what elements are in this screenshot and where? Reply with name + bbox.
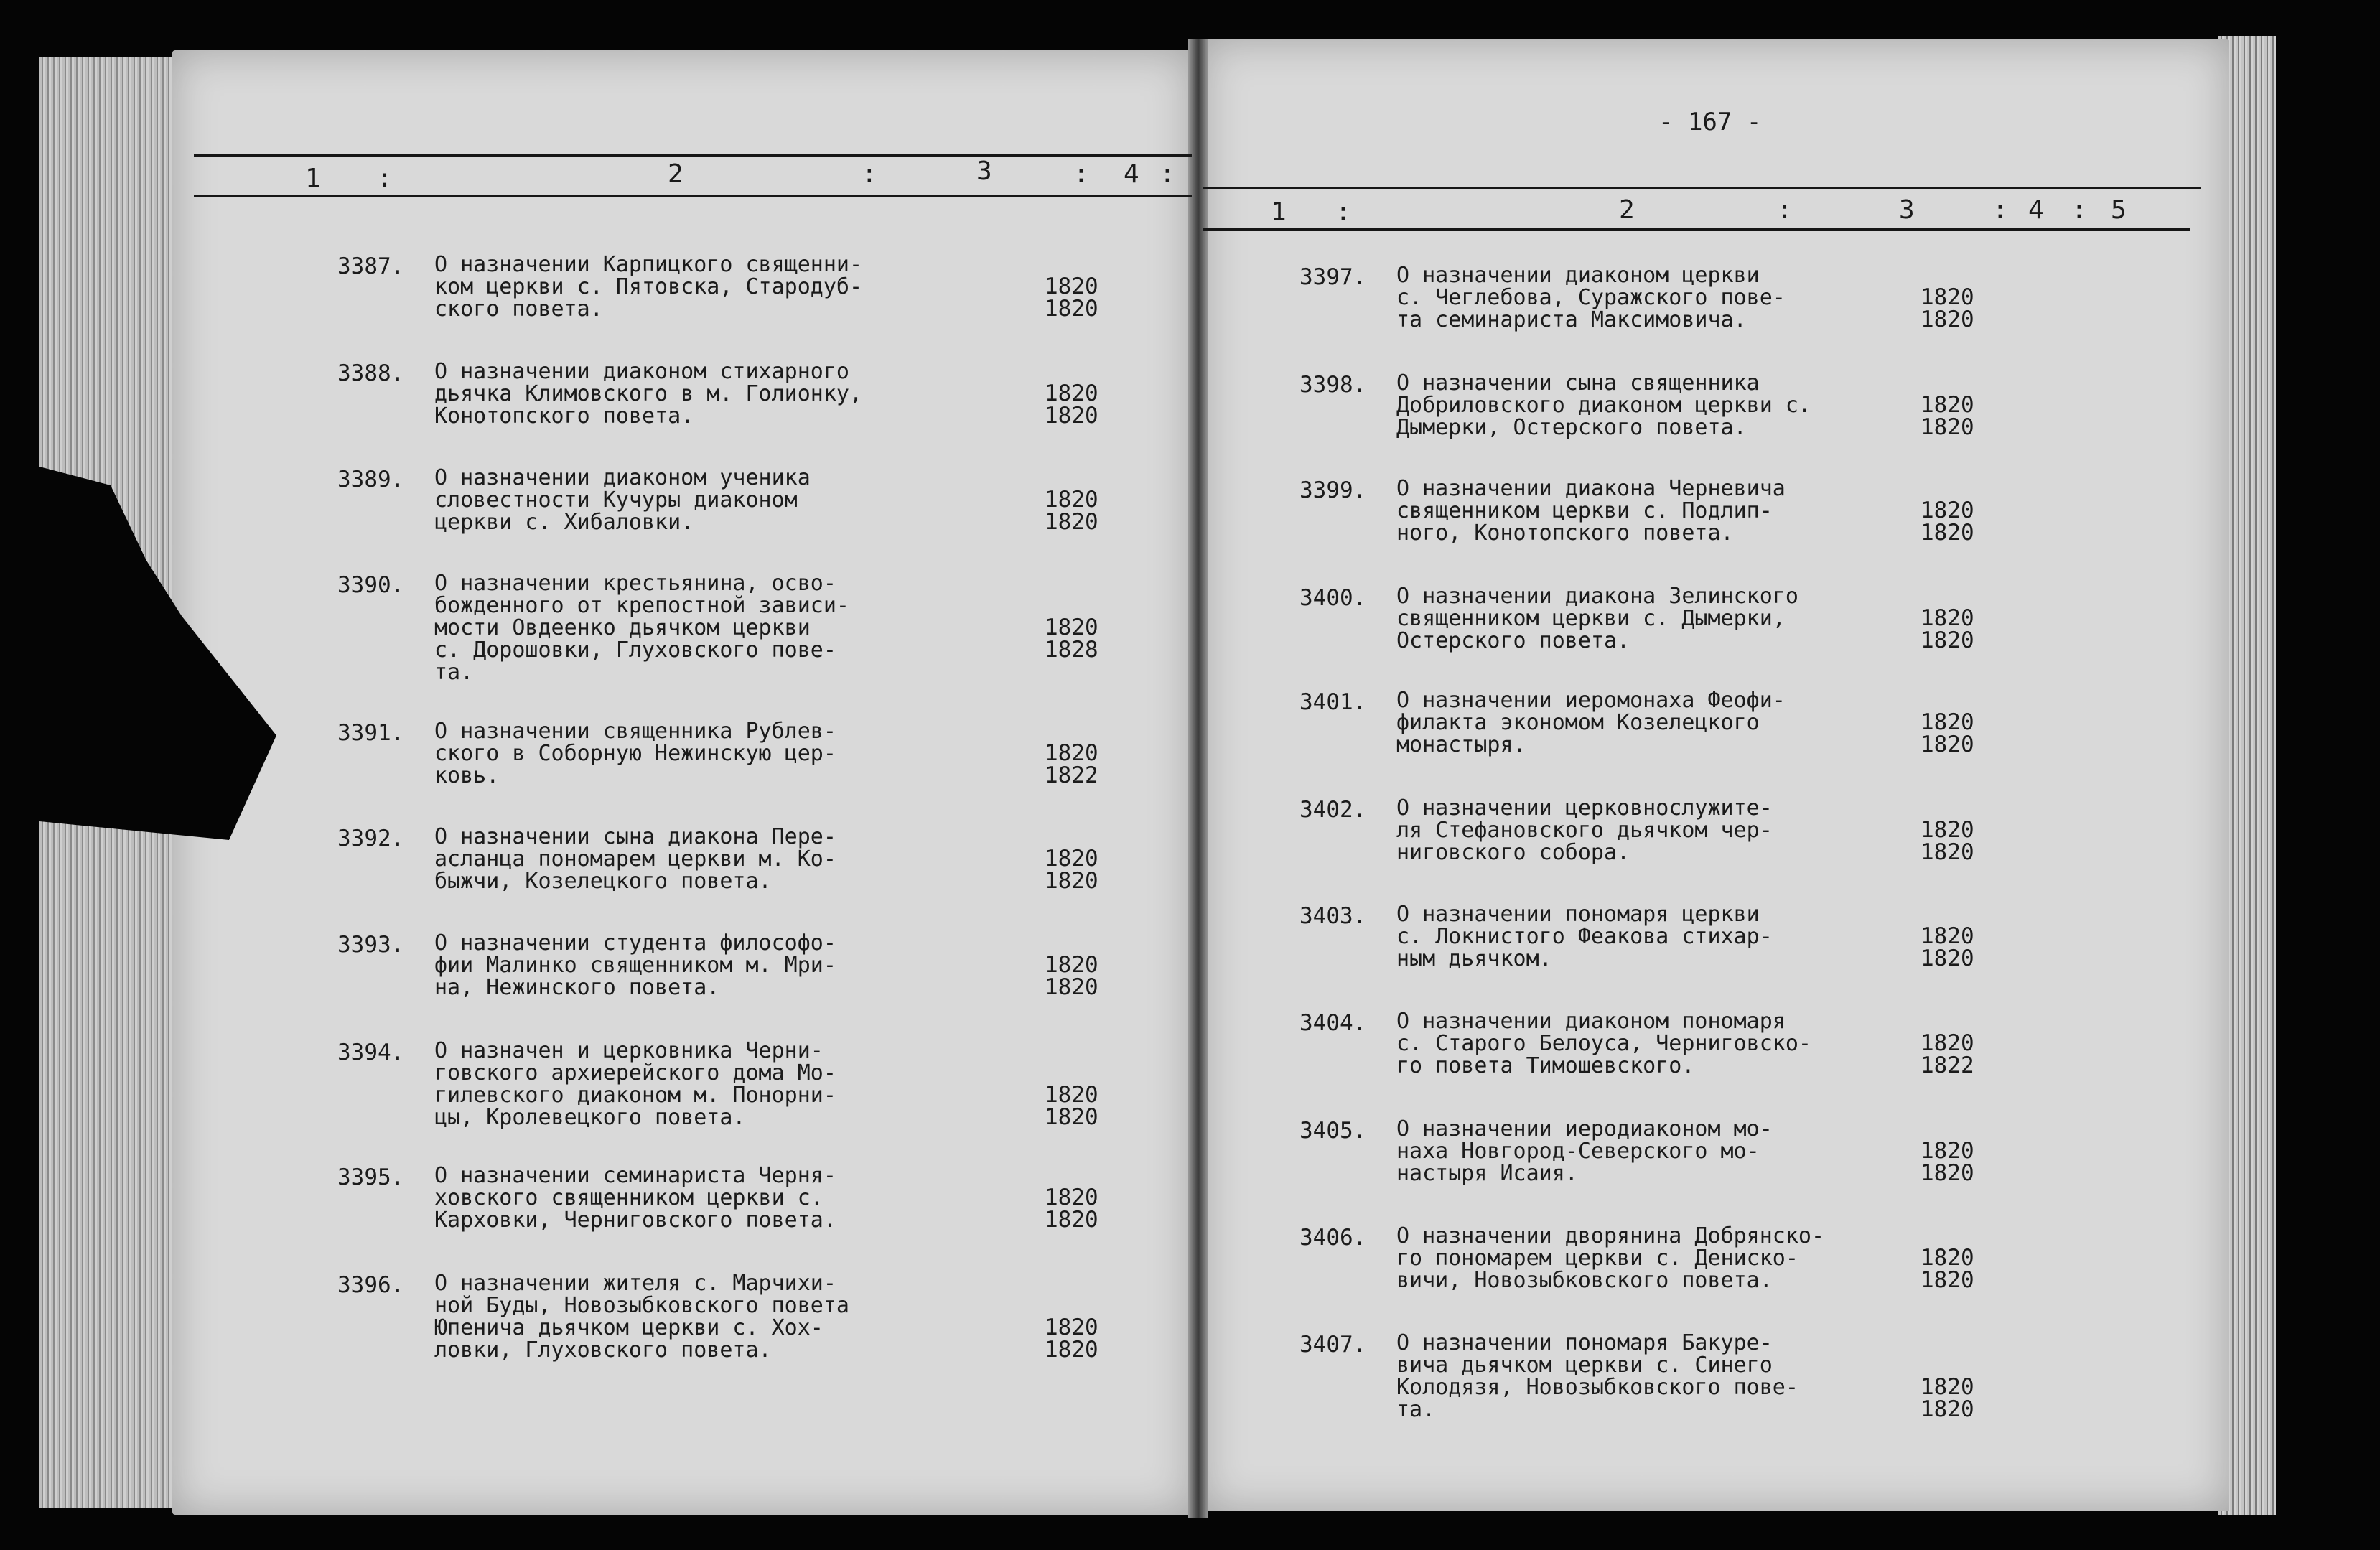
entry-description-line: асланца пономарем церкви м. Ко- xyxy=(434,846,836,872)
entry-description-line: божденного от крепостной зависи- xyxy=(434,593,849,618)
entry-year: 1820 xyxy=(1045,1207,1098,1233)
entry-description xyxy=(434,253,930,320)
entry-description xyxy=(1396,1225,1892,1292)
entry-year: 1820 xyxy=(1921,414,1974,440)
entry-number: 3390. xyxy=(337,572,405,598)
entry-number: 3407. xyxy=(1299,1332,1367,1358)
entry-year: 1820 xyxy=(1921,1374,1974,1400)
entry-year: 1820 xyxy=(1045,296,1098,322)
entry-number: 3400. xyxy=(1299,585,1367,611)
entry-description-line: мости Овдеенко дьячком церкви xyxy=(434,615,811,640)
register-entry xyxy=(1299,688,1974,790)
entry-description-line: О назначении иеромонаха Феофи- xyxy=(1396,688,1786,713)
entry-years xyxy=(1921,500,1974,544)
right-col-sep: : xyxy=(1335,197,1351,227)
right-col-sep: : xyxy=(2071,195,2087,225)
entry-years xyxy=(1921,1140,1974,1185)
entry-description-line: ной Буды, Новозыбковского повета xyxy=(434,1293,849,1318)
entry-description xyxy=(1396,585,1892,652)
entry-description-line: с. Чеглебова, Суражского пове- xyxy=(1396,285,1786,310)
entry-year: 1820 xyxy=(1921,1160,1974,1186)
entry-years xyxy=(1921,607,1974,652)
entry-description-line: О назначении диаконом стихарного xyxy=(434,359,849,384)
left-col2-header: 2 xyxy=(668,159,683,189)
register-entry xyxy=(1299,370,1974,472)
entry-description-line: Конотопского повета. xyxy=(434,403,694,429)
register-entry xyxy=(337,1163,1098,1265)
entry-description-line: ниговского собора. xyxy=(1396,840,1630,865)
register-entry xyxy=(337,359,1098,461)
entry-description-line: О назначении церковнослужите- xyxy=(1396,795,1773,821)
register-entry xyxy=(1299,902,1974,1004)
register-entry xyxy=(1299,1330,1974,1432)
entry-year: 1820 xyxy=(1921,498,1974,523)
entry-year: 1820 xyxy=(1045,615,1098,640)
entry-number: 3402. xyxy=(1299,797,1367,823)
entry-year: 1820 xyxy=(1045,1185,1098,1210)
register-entry xyxy=(337,930,1098,1032)
entry-description-line: О назначен и церковника Черни- xyxy=(434,1038,823,1063)
entry-year: 1820 xyxy=(1045,974,1098,1000)
entry-years xyxy=(1921,1032,1974,1077)
left-col1-header: 1 xyxy=(305,164,321,193)
entry-number: 3392. xyxy=(337,826,405,851)
entry-number: 3403. xyxy=(1299,903,1367,929)
left-col-sep: : xyxy=(862,159,877,189)
entry-year: 1828 xyxy=(1045,637,1098,663)
right-col-sep: : xyxy=(1992,195,2008,225)
entry-year: 1820 xyxy=(1045,740,1098,766)
entry-description-line: та семинариста Максимовича. xyxy=(1396,307,1747,332)
entry-number: 3393. xyxy=(337,932,405,958)
entry-years xyxy=(1045,617,1098,661)
register-entry xyxy=(337,719,1098,821)
entry-description-line: ховского священником церкви с. xyxy=(434,1185,823,1210)
entry-years xyxy=(1921,819,1974,864)
right-col1-header: 1 xyxy=(1271,197,1287,227)
right-col3-header: 3 xyxy=(1899,195,1915,225)
left-col4-header: 4 xyxy=(1124,159,1139,189)
entry-years xyxy=(1921,1376,1974,1421)
entry-year: 1820 xyxy=(1921,817,1974,843)
entry-year: 1820 xyxy=(1921,923,1974,949)
left-header-rule-bottom xyxy=(194,195,1192,197)
entry-year: 1820 xyxy=(1921,1138,1974,1164)
entry-year: 1820 xyxy=(1045,274,1098,299)
entry-year: 1820 xyxy=(1045,509,1098,535)
entry-description xyxy=(434,1272,930,1361)
entry-description-line: О назначении сына священника xyxy=(1396,370,1760,396)
entry-year: 1820 xyxy=(1921,1267,1974,1293)
entry-description xyxy=(1396,903,1892,970)
register-entry xyxy=(337,824,1098,926)
entry-description-line: священником церкви с. Подлип- xyxy=(1396,498,1773,523)
entry-description-line: Добриловского диаконом церкви с. xyxy=(1396,393,1811,418)
entry-years xyxy=(1045,1317,1098,1361)
entry-description xyxy=(1396,689,1892,756)
entry-years xyxy=(1045,276,1098,320)
entry-year: 1820 xyxy=(1921,732,1974,757)
entry-description-line: вичи, Новозыбковского повета. xyxy=(1396,1268,1773,1293)
entry-description xyxy=(1396,1010,1892,1077)
entry-description-line: О назначении иеродиаконом мо- xyxy=(1396,1116,1773,1142)
entry-description-line: с. Локнистого Феакова стихар- xyxy=(1396,924,1773,949)
entry-description-line: О назначении диакона Черневича xyxy=(1396,476,1786,501)
entry-year: 1820 xyxy=(1921,1030,1974,1056)
entry-description xyxy=(434,360,930,427)
entry-years xyxy=(1045,1187,1098,1231)
entry-number: 3397. xyxy=(1299,264,1367,290)
entry-description-line: О назначении студента философо- xyxy=(434,930,836,956)
entry-description xyxy=(1396,477,1892,544)
entry-description-line: О назначении пономаря Бакуре- xyxy=(1396,1330,1773,1355)
entry-description-line: ля Стефановского дьячком чер- xyxy=(1396,818,1773,843)
entry-description xyxy=(1396,264,1892,331)
entry-description-line: гилевского диаконом м. Понорни- xyxy=(434,1083,836,1108)
entry-year: 1820 xyxy=(1045,1082,1098,1108)
entry-number: 3395. xyxy=(337,1164,405,1190)
entry-description-line: О назначении диаконом церкви xyxy=(1396,263,1760,288)
entry-number: 3405. xyxy=(1299,1118,1367,1144)
entry-description-line: го повета Тимошевского. xyxy=(1396,1053,1695,1078)
left-col-sep: : xyxy=(377,164,393,193)
entry-year: 1822 xyxy=(1045,762,1098,788)
left-header-rule-top xyxy=(194,154,1192,157)
entry-years xyxy=(1045,742,1098,787)
entry-description-line: О назначении диаконом ученика xyxy=(434,465,811,490)
entry-number: 3406. xyxy=(1299,1225,1367,1251)
entry-years xyxy=(1045,383,1098,427)
entry-description-line: О назначении крестьянина, осво- xyxy=(434,571,836,596)
entry-description-line: фии Малинко священником м. Мри- xyxy=(434,953,836,978)
book-gutter xyxy=(1188,39,1208,1518)
entry-year: 1820 xyxy=(1045,1337,1098,1363)
register-entry xyxy=(337,252,1098,354)
register-entry xyxy=(1299,795,1974,897)
entry-years xyxy=(1921,394,1974,439)
entry-description-line: на, Нежинского повета. xyxy=(434,975,720,1000)
left-col-sep: : xyxy=(1159,159,1175,189)
entry-year: 1820 xyxy=(1045,403,1098,429)
entry-description-line: О назначении сына диакона Пере- xyxy=(434,824,836,849)
entry-description-line: О назначении диаконом пономаря xyxy=(1396,1009,1786,1034)
entry-description-line: О назначении семинариста Черня- xyxy=(434,1163,836,1188)
entry-year: 1820 xyxy=(1045,1315,1098,1340)
entry-year: 1820 xyxy=(1045,381,1098,406)
entry-description-line: О назначении диакона Зелинского xyxy=(1396,584,1798,609)
entry-description-line: словестности Кучуры диаконом xyxy=(434,487,798,513)
entry-year: 1820 xyxy=(1921,1245,1974,1271)
entry-year: 1820 xyxy=(1921,839,1974,865)
entry-description xyxy=(434,826,930,892)
entry-description-line: Остерского повета. xyxy=(1396,628,1630,653)
entry-number: 3399. xyxy=(1299,477,1367,503)
entry-year: 1820 xyxy=(1045,1104,1098,1130)
entry-description-line: с. Старого Белоуса, Черниговско- xyxy=(1396,1031,1811,1056)
entry-description-line: ловки, Глуховского повета. xyxy=(434,1337,772,1363)
entry-description xyxy=(1396,1332,1892,1421)
entry-year: 1820 xyxy=(1921,284,1974,310)
entry-description-line: священником церкви с. Дымерки, xyxy=(1396,606,1786,631)
register-entry xyxy=(337,1271,1098,1373)
entry-description-line: О назначении Карпицкого священни- xyxy=(434,252,863,277)
entry-description-line: филакта экономом Козелецкого xyxy=(1396,710,1760,735)
entry-number: 3404. xyxy=(1299,1010,1367,1036)
register-entry xyxy=(1299,1223,1974,1325)
entry-year: 1820 xyxy=(1921,307,1974,332)
register-entry xyxy=(337,1038,1098,1140)
entry-year: 1820 xyxy=(1921,1396,1974,1422)
left-col3-header: 3 xyxy=(976,157,992,186)
entry-description-line: О назначении жителя с. Марчихи- xyxy=(434,1271,836,1296)
entry-description-line: ского повета. xyxy=(434,297,603,322)
entry-year: 1820 xyxy=(1921,392,1974,418)
entry-description-line: Карховки, Черниговского повета. xyxy=(434,1208,836,1233)
left-col-sep: : xyxy=(1073,159,1089,189)
entry-description-line: церкви с. Хибаловки. xyxy=(434,510,694,535)
right-col-sep: : xyxy=(1777,195,1793,225)
entry-description xyxy=(1396,372,1892,439)
right-col2-header: 2 xyxy=(1619,195,1635,225)
entry-years xyxy=(1045,489,1098,533)
entry-description-line: с. Дорошовки, Глуховского пове- xyxy=(434,638,836,663)
entry-description-line: наха Новгород-Северского мо- xyxy=(1396,1139,1760,1164)
entry-description-line: ского в Соборную Нежинскую цер- xyxy=(434,741,836,766)
entry-year: 1822 xyxy=(1921,1052,1974,1078)
entry-year: 1820 xyxy=(1045,868,1098,894)
entry-number: 3396. xyxy=(337,1272,405,1298)
entry-year: 1820 xyxy=(1921,946,1974,971)
entry-year: 1820 xyxy=(1045,487,1098,513)
register-entry xyxy=(1299,263,1974,365)
entry-years xyxy=(1045,1084,1098,1129)
entry-years xyxy=(1921,925,1974,970)
right-header-rule-bottom xyxy=(1203,228,2190,231)
entry-description xyxy=(434,467,930,533)
register-entry xyxy=(1299,1009,1974,1111)
entry-description-line: монастыря. xyxy=(1396,732,1526,757)
entry-number: 3398. xyxy=(1299,372,1367,398)
right-col5-header: 5 xyxy=(2111,195,2127,225)
entry-year: 1820 xyxy=(1045,846,1098,872)
register-entry xyxy=(1299,1116,1974,1218)
page-number: - 167 - xyxy=(1658,108,1762,136)
entry-description xyxy=(434,1164,930,1231)
entry-years xyxy=(1045,954,1098,999)
entry-description-line: та. xyxy=(1396,1397,1436,1422)
entry-year: 1820 xyxy=(1921,709,1974,735)
entry-description-line: настыря Исаия. xyxy=(1396,1161,1578,1186)
entry-description-line: говского архиерейского дома Мо- xyxy=(434,1060,836,1086)
entry-description xyxy=(434,932,930,999)
entry-number: 3389. xyxy=(337,467,405,492)
entry-year: 1820 xyxy=(1921,520,1974,546)
register-entry xyxy=(337,571,1098,685)
entry-description xyxy=(1396,1118,1892,1185)
entry-description-line: го пономарем церкви с. Дениско- xyxy=(1396,1246,1798,1271)
entry-number: 3391. xyxy=(337,720,405,746)
entry-description-line: вича дьячком церкви с. Синего xyxy=(1396,1353,1773,1378)
entry-description xyxy=(434,1040,930,1129)
register-entry xyxy=(337,465,1098,567)
entry-description-line: О назначении пономаря церкви xyxy=(1396,902,1760,927)
entry-description-line: быжчи, Козелецкого повета. xyxy=(434,869,772,894)
entry-description-line: цы, Кролевецкого повета. xyxy=(434,1105,746,1130)
entry-number: 3387. xyxy=(337,253,405,279)
entry-description-line: О назначении священника Рублев- xyxy=(434,719,836,744)
register-entry xyxy=(1299,584,1974,686)
entry-description-line: О назначении дворянина Добрянско- xyxy=(1396,1223,1825,1248)
entry-years xyxy=(1921,711,1974,756)
entry-number: 3394. xyxy=(337,1040,405,1065)
entry-year: 1820 xyxy=(1921,627,1974,653)
entry-description-line: дьячка Климовского в м. Голионку, xyxy=(434,381,863,406)
entry-description xyxy=(1396,797,1892,864)
entry-description-line: ком церкви с. Пятовска, Стародуб- xyxy=(434,274,863,299)
entry-years xyxy=(1045,848,1098,892)
entry-description-line: та. xyxy=(434,660,474,685)
entry-description-line: ного, Конотопского повета. xyxy=(1396,520,1734,546)
entry-description xyxy=(434,720,930,787)
register-entry xyxy=(1299,476,1974,578)
entry-years xyxy=(1921,1247,1974,1292)
entry-description-line: Колодязя, Новозыбковского пове- xyxy=(1396,1375,1798,1400)
entry-year: 1820 xyxy=(1921,605,1974,631)
entry-description-line: ковь. xyxy=(434,763,500,788)
entry-description xyxy=(434,572,930,683)
entry-description-line: ным дьячком. xyxy=(1396,946,1552,971)
entry-description-line: Дымерки, Остерского повета. xyxy=(1396,415,1747,440)
entry-number: 3388. xyxy=(337,360,405,386)
entry-description-line: Юпенича дьячком церкви с. Хох- xyxy=(434,1315,823,1340)
entry-number: 3401. xyxy=(1299,689,1367,715)
right-col4-header: 4 xyxy=(2028,195,2044,225)
entry-year: 1820 xyxy=(1045,952,1098,978)
right-header-rule-top xyxy=(1203,187,2201,189)
entry-years xyxy=(1921,286,1974,331)
